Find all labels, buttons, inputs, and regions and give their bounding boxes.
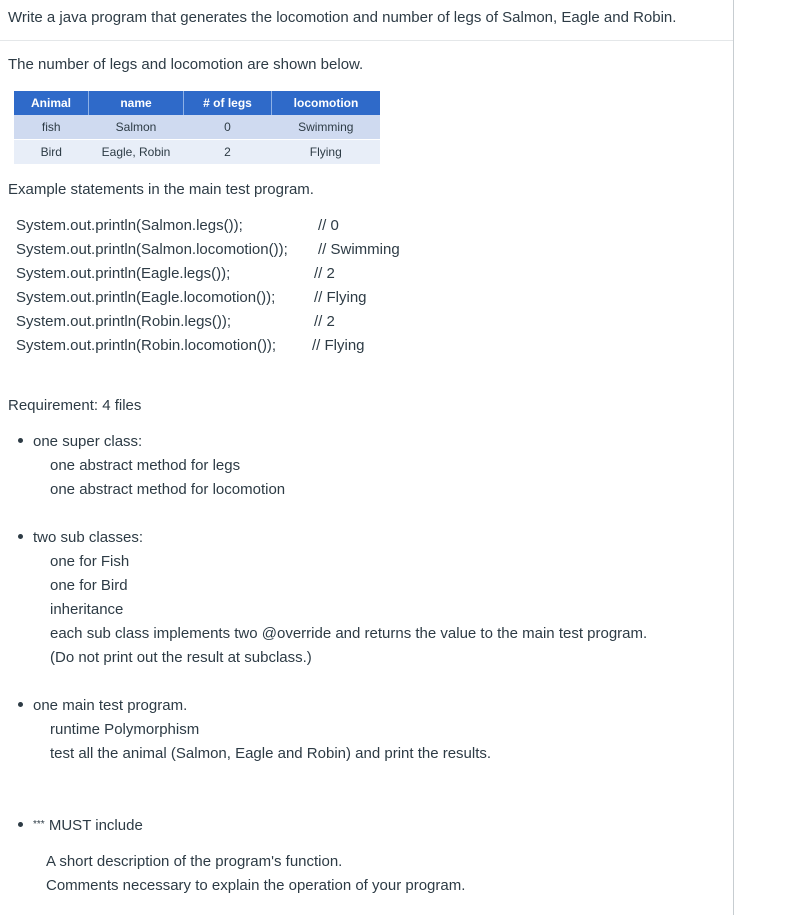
example-heading: Example statements in the main test program.	[8, 181, 314, 198]
list-subitem: A short description of the program's function.	[46, 853, 343, 870]
bullet-label: MUST include	[48, 817, 143, 834]
list-item-sub-classes	[18, 526, 143, 550]
code-statement: System.out.println(Eagle.locomotion());	[16, 289, 276, 306]
code-statement: System.out.println(Eagle.legs());	[16, 265, 231, 282]
divider	[0, 40, 733, 41]
code-comment: // 0	[318, 217, 339, 234]
cell-animal: Bird	[14, 140, 89, 165]
list-item-super-class	[18, 430, 142, 454]
header-legs: # of legs	[184, 91, 272, 115]
header-name: name	[89, 91, 184, 115]
table-header-row	[14, 91, 380, 115]
requirement-heading: Requirement: 4 files	[8, 397, 142, 414]
cell-name: Eagle, Robin	[89, 140, 184, 165]
bullet-dot	[18, 822, 23, 827]
code-comment: // Swimming	[318, 241, 400, 258]
bullet-label: two sub classes:	[33, 529, 144, 546]
list-subitem: test all the animal (Salmon, Eagle and Robin) and print the results.	[50, 745, 492, 762]
header-animal: Animal	[14, 91, 89, 115]
code-statement: System.out.println(Robin.locomotion());	[16, 337, 277, 354]
list-subitem: Comments necessary to explain the operation of your program.	[46, 877, 466, 894]
list-subitem: one for Bird	[50, 577, 128, 594]
cell-legs: 0	[184, 115, 272, 140]
bullet-label: one super class:	[33, 433, 143, 450]
table-row	[14, 140, 380, 165]
table-row	[14, 115, 380, 140]
bullet-dot	[18, 534, 23, 539]
list-subitem: (Do not print out the result at subclass.)	[50, 649, 312, 666]
cell-animal: fish	[14, 115, 89, 140]
intro-text: Write a java program that generates the locomotion and number of legs of Salmon, Eagle and Robin.	[8, 9, 677, 26]
header-locomotion: locomotion	[272, 91, 381, 115]
animal-table	[14, 91, 380, 164]
content-right-border	[733, 0, 734, 915]
bullet-dot	[18, 702, 23, 707]
list-item-must-include	[18, 814, 143, 838]
code-statement: System.out.println(Salmon.locomotion());	[16, 241, 288, 258]
list-subitem: runtime Polymorphism	[50, 721, 200, 738]
list-item-main-program	[18, 694, 187, 718]
cell-locomotion: Flying	[272, 140, 381, 165]
list-subitem: one abstract method for legs	[50, 457, 241, 474]
code-statement: System.out.println(Robin.legs());	[16, 313, 232, 330]
list-subitem: one abstract method for locomotion	[50, 481, 286, 498]
code-comment: // Flying	[312, 337, 365, 354]
asterisks: ***	[33, 819, 45, 830]
list-subitem: one for Fish	[50, 553, 130, 570]
list-subitem: each sub class implements two @override and returns the value to the main test program.	[50, 625, 648, 642]
shown-text: The number of legs and locomotion are shown below.	[8, 56, 364, 73]
code-statement: System.out.println(Salmon.legs());	[16, 217, 243, 234]
list-subitem: inheritance	[50, 601, 124, 618]
cell-legs: 2	[184, 140, 272, 165]
code-comment: // Flying	[314, 289, 367, 306]
bullet-dot	[18, 438, 23, 443]
bullet-label: one main test program.	[33, 697, 188, 714]
code-comment: // 2	[314, 313, 335, 330]
cell-locomotion: Swimming	[272, 115, 381, 140]
cell-name: Salmon	[89, 115, 184, 140]
code-comment: // 2	[314, 265, 335, 282]
